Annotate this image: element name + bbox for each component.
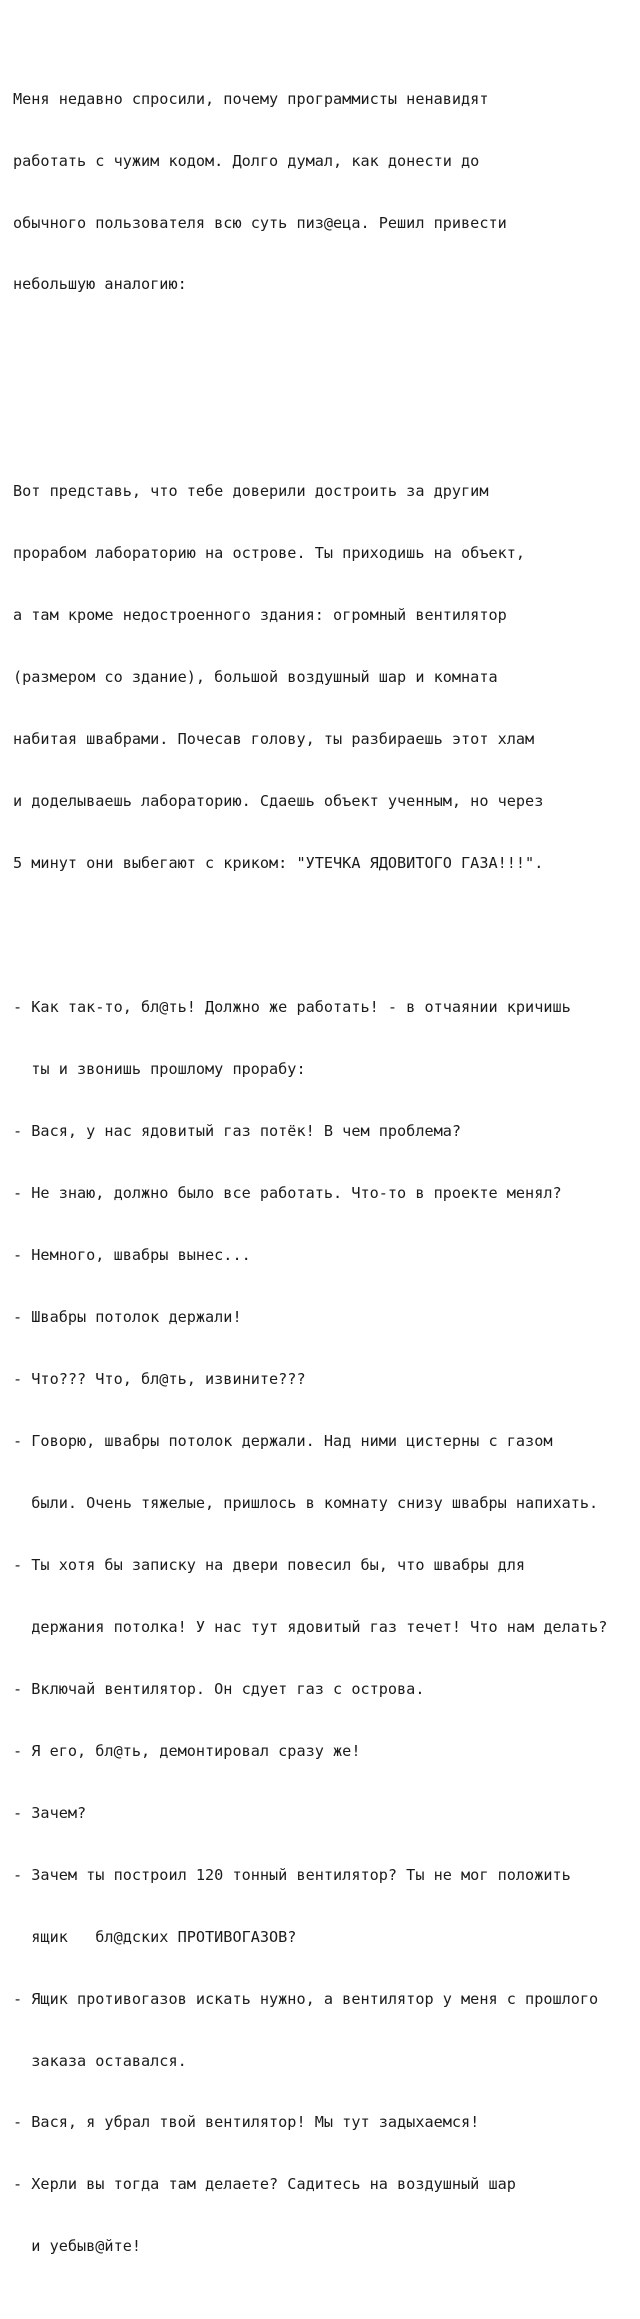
dialogue-line: - Ящик противогазов искать нужно, а вентилятор у меня с прошлого <box>13 1989 599 2008</box>
dialogue-line: ящик бл@дских ПРОТИВОГАЗОВ? <box>13 1927 297 1946</box>
text-line: и доделываешь лабораторию. Сдаешь объект ученным, но через <box>13 791 544 810</box>
text-line: (размером со здание), большой воздушный шар и комната <box>13 667 498 686</box>
story-paragraph <box>13 440 607 915</box>
dialogue-line: и уебыв@йте! <box>13 2237 142 2256</box>
dialogue-line: - Что??? Что, бл@ть, извините??? <box>13 1370 306 1389</box>
dialogue-line: - Зачем ты построил 120 тонный вентилятор? Ты не мог положить <box>13 1865 571 1884</box>
text-line: Меня недавно спросили, почему программисты ненавидят <box>13 89 489 108</box>
text-line: набитая швабрами. Почесав голову, ты разбираешь этот хлам <box>13 729 535 748</box>
intro-paragraph <box>13 47 607 336</box>
text-line: Вот представь, что тебе доверили достроить за другим <box>13 482 489 501</box>
text-line: небольшую аналогию: <box>13 275 187 294</box>
dialogue-line: - Немного, швабры вынес... <box>13 1246 251 1265</box>
dialogue-line: - Вася, у нас ядовитый газ потёк! В чем проблема? <box>13 1122 462 1141</box>
dialogue-line: были. Очень тяжелые, пришлось в комнату снизу швабры напихать. <box>13 1493 599 1512</box>
dialogue-line: заказа оставался. <box>13 2051 187 2070</box>
dialogue-line: ты и звонишь прошлому прорабу: <box>13 1060 306 1079</box>
text-line: 5 минут они выбегают с криком: "УТЕЧКА ЯДОВИТОГО ГАЗА!!!". <box>13 853 544 872</box>
dialogue-line: - Включай вентилятор. Он сдует газ с острова. <box>13 1679 425 1698</box>
text-line: обычного пользователя всю суть пиз@еца. Решил привести <box>13 213 507 232</box>
dialogue-line: - Я его, бл@ть, демонтировал сразу же! <box>13 1741 361 1760</box>
dialogue-line: - Как так-то, бл@ть! Должно же работать! - в отчаянии кричишь <box>13 998 571 1017</box>
paragraph-gap <box>13 378 607 399</box>
text-line: работать с чужим кодом. Долго думал, как донести до <box>13 151 480 170</box>
dialogue-line: - Херли вы тогда там делаете? Садитесь на воздушный шар <box>13 2175 516 2194</box>
dialogue-line: - Вася, я убрал твой вентилятор! Мы тут задыхаемся! <box>13 2113 480 2132</box>
dialogue-line: - Не знаю, должно было все работать. Что-то в проекте менял? <box>13 1184 562 1203</box>
dialogue-block <box>13 956 607 2298</box>
dialogue-line: - Швабры потолок держали! <box>13 1308 242 1327</box>
text-line: прорабом лабораторию на острове. Ты приходишь на объект, <box>13 543 526 562</box>
dialogue-line: - Зачем? <box>13 1803 87 1822</box>
dialogue-line: - Говорю, швабры потолок держали. Над ними цистерны с газом <box>13 1431 553 1450</box>
joke-text-document <box>13 6 607 2319</box>
dialogue-line: - Ты хотя бы записку на двери повесил бы, что швабры для <box>13 1555 526 1574</box>
dialogue-line: держания потолка! У нас тут ядовитый газ течет! Что нам делать? <box>13 1617 608 1636</box>
text-line: а там кроме недостроенного здания: огромный вентилятор <box>13 605 507 624</box>
